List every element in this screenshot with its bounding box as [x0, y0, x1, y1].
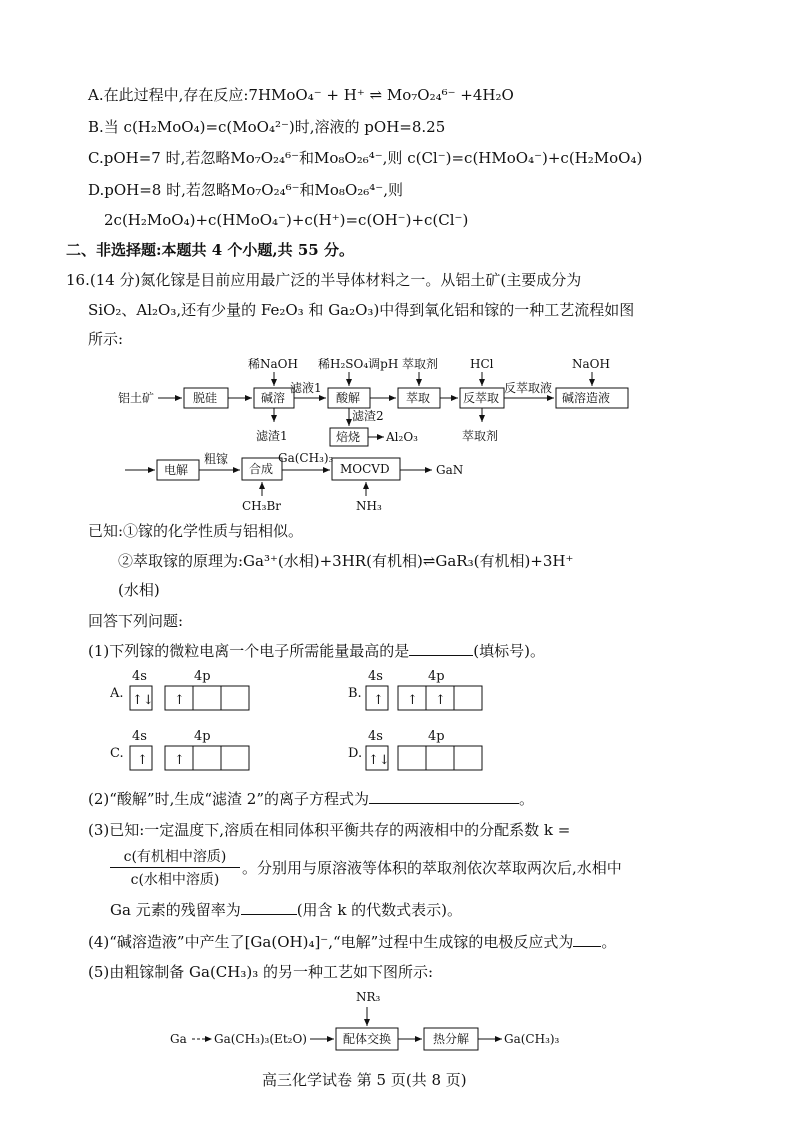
answer-intro: 回答下列问题: — [88, 612, 184, 630]
answer-blank-1[interactable] — [409, 641, 473, 656]
option-a: A.在此过程中,存在反应:7HMoO₄⁻ + H⁺ ⇌ Mo₇O₂₄⁶⁻ +4H₂O — [88, 86, 514, 104]
box-electrolysis-label: 电解 — [164, 463, 189, 477]
option-c-label: C. — [110, 746, 124, 761]
option-a-4p-1: ↑ — [174, 693, 185, 708]
question-2-suffix: 。 — [519, 790, 535, 808]
label-residue2: 滤渣2 — [352, 409, 384, 423]
input-extractant: 萃取剂 — [402, 357, 439, 371]
known-3: (水相) — [118, 581, 160, 599]
option-a-4p-label: 4p — [194, 669, 211, 684]
input-naoh: NaOH — [572, 357, 610, 371]
option-d-4s: ↑↓ — [368, 753, 390, 768]
flow2-end-product: Ga(CH₃)₃ — [504, 1032, 560, 1046]
known-1: 已知:①镓的化学性质与铝相似。 — [88, 522, 304, 540]
input-ch3br: CH₃Br — [242, 499, 282, 513]
question-1 — [88, 641, 545, 661]
box-mocvd-label: MOCVD — [340, 462, 390, 476]
question-1-suffix: (填标号)。 — [473, 642, 545, 660]
input-hcl: HCl — [470, 357, 494, 371]
q16-line2: SiO₂、Al₂O₃,还有少量的 Fe₂O₃ 和 Ga₂O₃)中得到氧化铝和镓的一种工艺流程如图 — [88, 301, 635, 319]
option-d-4s-label: 4s — [368, 729, 383, 744]
question-3-cont: 。分别用与原溶液等体积的萃取剂依次萃取两次后,水相中 — [242, 859, 622, 877]
box-thermal-decomposition-label: 热分解 — [433, 1032, 470, 1046]
box-alkali-make-label: 碱溶造液 — [562, 391, 611, 405]
option-c-4s: ↑ — [137, 753, 148, 768]
option-b-4p-2: ↑ — [435, 693, 446, 708]
q16-line1: 16.(14 分)氮化镓是目前应用最广泛的半导体材料之一。从铝土矿(主要成分为 — [66, 271, 582, 289]
option-b-4s-label: 4s — [368, 669, 383, 684]
box-extract-label: 萃取 — [406, 391, 431, 405]
output-extractant: 萃取剂 — [462, 429, 499, 443]
box-desilicate-label: 脱硅 — [193, 391, 218, 405]
question-4 — [88, 932, 616, 952]
flow2-input-nr3: NR₃ — [356, 990, 381, 1004]
option-d-4p-label: 4p — [428, 729, 445, 744]
flow2-start-ga: Ga — [170, 1032, 187, 1046]
box-alkali-dissolve-label: 碱溶 — [261, 391, 286, 405]
question-2 — [88, 789, 534, 809]
option-d-label: D. — [348, 746, 363, 761]
flow2-intermediate: Ga(CH₃)₃(Et₂O) — [214, 1032, 307, 1046]
question-3-residual-suffix: (用含 k 的代数式表示)。 — [296, 901, 463, 919]
option-b-label: B. — [348, 686, 362, 701]
option-c-4p-label: 4p — [194, 729, 211, 744]
option-c: C.pOH=7 时,若忽略Mo₇O₂₄⁶⁻和Mo₈O₂₆⁴⁻,则 c(Cl⁻)=c(HMoO₄⁻)+c(H₂MoO₄) — [88, 149, 643, 167]
label-back-extract-liquid: 反萃取液 — [504, 381, 553, 395]
fraction-denominator: c(水相中溶质) — [130, 872, 220, 888]
label-crude-ga: 粗镓 — [204, 452, 229, 466]
box-ligand-exchange-label: 配体交换 — [343, 1032, 392, 1046]
input-acid-ph: 稀H₂SO₄调pH — [318, 357, 399, 371]
question-2-text: (2)“酸解”时,生成“滤渣 2”的离子方程式为 — [88, 790, 370, 808]
start-bauxite: 铝土矿 — [118, 391, 155, 405]
option-c-4s-label: 4s — [132, 729, 147, 744]
answer-blank-2[interactable] — [369, 789, 519, 804]
question-4-suffix: 。 — [601, 933, 617, 951]
option-b-4p-1: ↑ — [407, 693, 418, 708]
fraction-numerator: c(有机相中溶质) — [123, 849, 227, 865]
question-5: (5)由粗镓制备 Ga(CH₃)₃ 的另一种工艺如下图所示: — [88, 963, 434, 981]
box-roast-label: 焙烧 — [336, 430, 361, 444]
output-al2o3: Al₂O₃ — [386, 430, 418, 444]
option-a-label: A. — [110, 686, 124, 701]
section-heading: 二、非选择题:本题共 4 个小题,共 55 分。 — [66, 241, 354, 259]
orbital-diagrams — [110, 665, 490, 785]
output-gan: GaN — [436, 463, 464, 477]
page-footer: 高三化学试卷 第 5 页(共 8 页) — [262, 1071, 467, 1089]
box-back-extract-label: 反萃取 — [463, 391, 500, 405]
question-3-residual — [110, 900, 462, 920]
label-ga-ch3-3: Ga(CH₃)₃ — [278, 451, 334, 465]
process-flowchart — [100, 350, 700, 520]
input-dilute-naoh: 稀NaOH — [248, 357, 298, 371]
option-c-4p-1: ↑ — [174, 753, 185, 768]
option-d-equation: 2c(H₂MoO₄)+c(HMoO₄⁻)+c(H⁺)=c(OH⁻)+c(Cl⁻) — [104, 211, 469, 229]
box-acid-dissolve-label: 酸解 — [336, 391, 361, 405]
question-3-residual-text: Ga 元素的残留率为 — [110, 901, 241, 919]
output-residue1: 滤渣1 — [256, 429, 288, 443]
answer-blank-4[interactable] — [573, 932, 601, 947]
question-4-text: (4)“碱溶造液”中产生了[Ga(OH)₄]⁻,“电解”过程中生成镓的电极反应式为 — [88, 933, 574, 951]
option-a-4s: ↑↓ — [132, 693, 154, 708]
label-filtrate1: 滤液1 — [290, 381, 322, 395]
q16-line3: 所示: — [88, 330, 124, 348]
box-synthesis-label: 合成 — [249, 462, 274, 476]
input-nh3: NH₃ — [356, 499, 382, 513]
option-b: B.当 c(H₂MoO₄)=c(MoO₄²⁻)时,溶液的 pOH=8.25 — [88, 118, 446, 136]
option-d: D.pOH=8 时,若忽略Mo₇O₂₄⁶⁻和Mo₈O₂₆⁴⁻,则 — [88, 181, 403, 199]
partition-coefficient-fraction — [110, 846, 240, 889]
question-1-text: (1)下列镓的微粒电离一个电子所需能量最高的是 — [88, 642, 410, 660]
question-3: (3)已知:一定温度下,溶质在相同体积平衡共存的两液相中的分配系数 k = — [88, 821, 571, 839]
ga-ch3-process-flowchart — [160, 985, 640, 1065]
option-b-4s: ↑ — [373, 693, 384, 708]
answer-blank-3[interactable] — [241, 900, 297, 915]
known-2: ②萃取镓的原理为:Ga³⁺(水相)+3HR(有机相)⇌GaR₃(有机相)+3H⁺ — [118, 552, 574, 570]
option-a-4s-label: 4s — [132, 669, 147, 684]
option-b-4p-label: 4p — [428, 669, 445, 684]
